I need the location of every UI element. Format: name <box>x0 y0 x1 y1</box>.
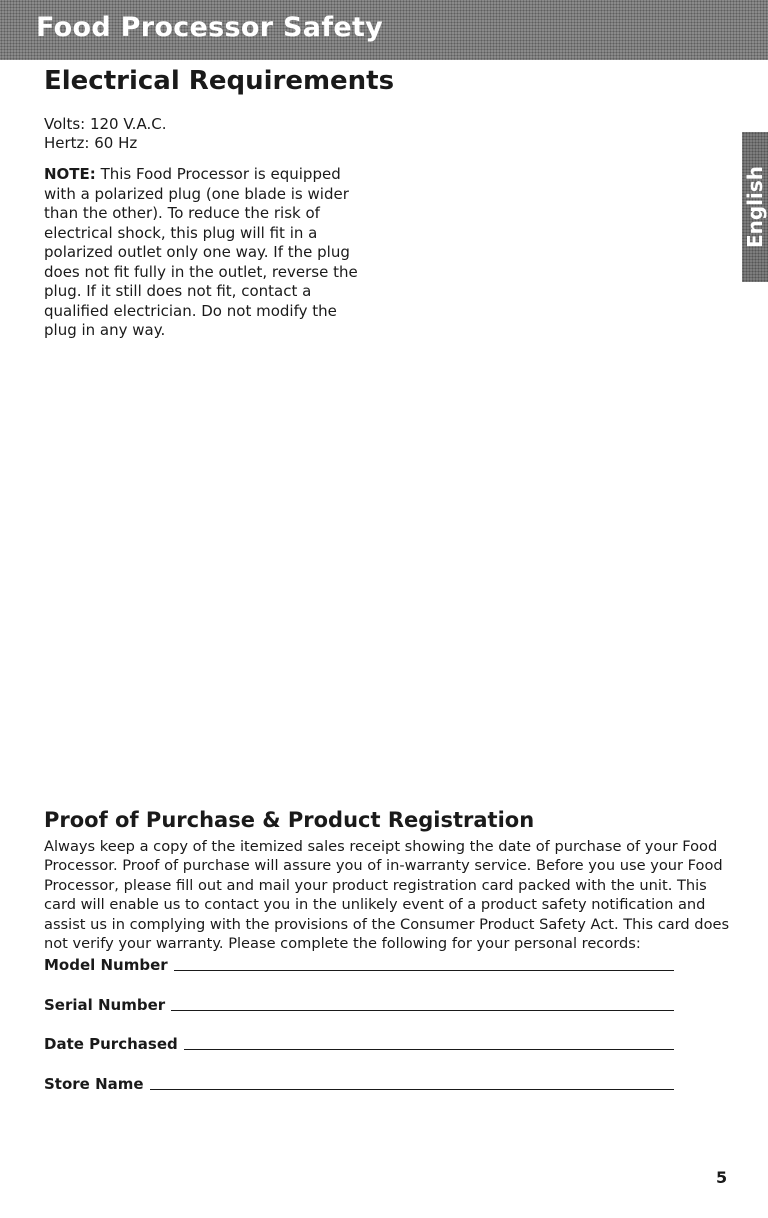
note-label: NOTE: <box>44 165 96 183</box>
registration-body: Always keep a copy of the itemized sales receipt showing the date of purchase of your Food Processor. Proof of purchase will assure you of in-warranty service. Before you use your Food Processor, please fill out and mail your product registration card packed with the unit. This card will enable us to contact you in the unlikely event of a product safety notification and assist us in complying with the provisions of the Consumer Product Safety Act. This card does not verify your warranty. Please complete the following for your personal records: <box>44 838 730 953</box>
date-purchased-label: Date Purchased <box>44 1035 178 1053</box>
model-number-label: Model Number <box>44 956 168 974</box>
model-number-row <box>44 950 674 974</box>
proof-of-purchase-heading: Proof of Purchase & Product Registration <box>44 808 535 832</box>
banner-title: Food Processor Safety <box>36 12 384 43</box>
model-number-line <box>174 970 674 971</box>
serial-number-row <box>44 990 674 1014</box>
store-name-label: Store Name <box>44 1075 144 1093</box>
language-tab-label: English <box>743 165 767 249</box>
header-banner <box>0 0 768 60</box>
store-name-line <box>150 1089 674 1090</box>
serial-number-line <box>171 1010 674 1011</box>
page-number: 5 <box>716 1168 728 1187</box>
serial-number-label: Serial Number <box>44 996 166 1014</box>
volts-spec: Volts: 120 V.A.C. <box>44 115 167 133</box>
date-purchased-line <box>184 1049 674 1050</box>
language-side-tab <box>742 132 768 282</box>
date-purchased-row <box>44 1029 674 1053</box>
hertz-spec: Hertz: 60 Hz <box>44 134 138 152</box>
electrical-specs <box>44 115 166 153</box>
electrical-requirements-heading: Electrical Requirements <box>44 66 395 96</box>
note-text: This Food Processor is equipped with a polarized plug (one blade is wider than the other). To reduce the risk of electrical shock, this plug will fit in a polarized outlet only one way. If the plug does not fit fully in the outlet, reverse the plug. If it still does not fit, contact a qualified electrician. Do not modify the plug in any way. <box>44 165 358 339</box>
polarized-plug-note <box>44 165 374 341</box>
store-name-row <box>44 1069 674 1093</box>
